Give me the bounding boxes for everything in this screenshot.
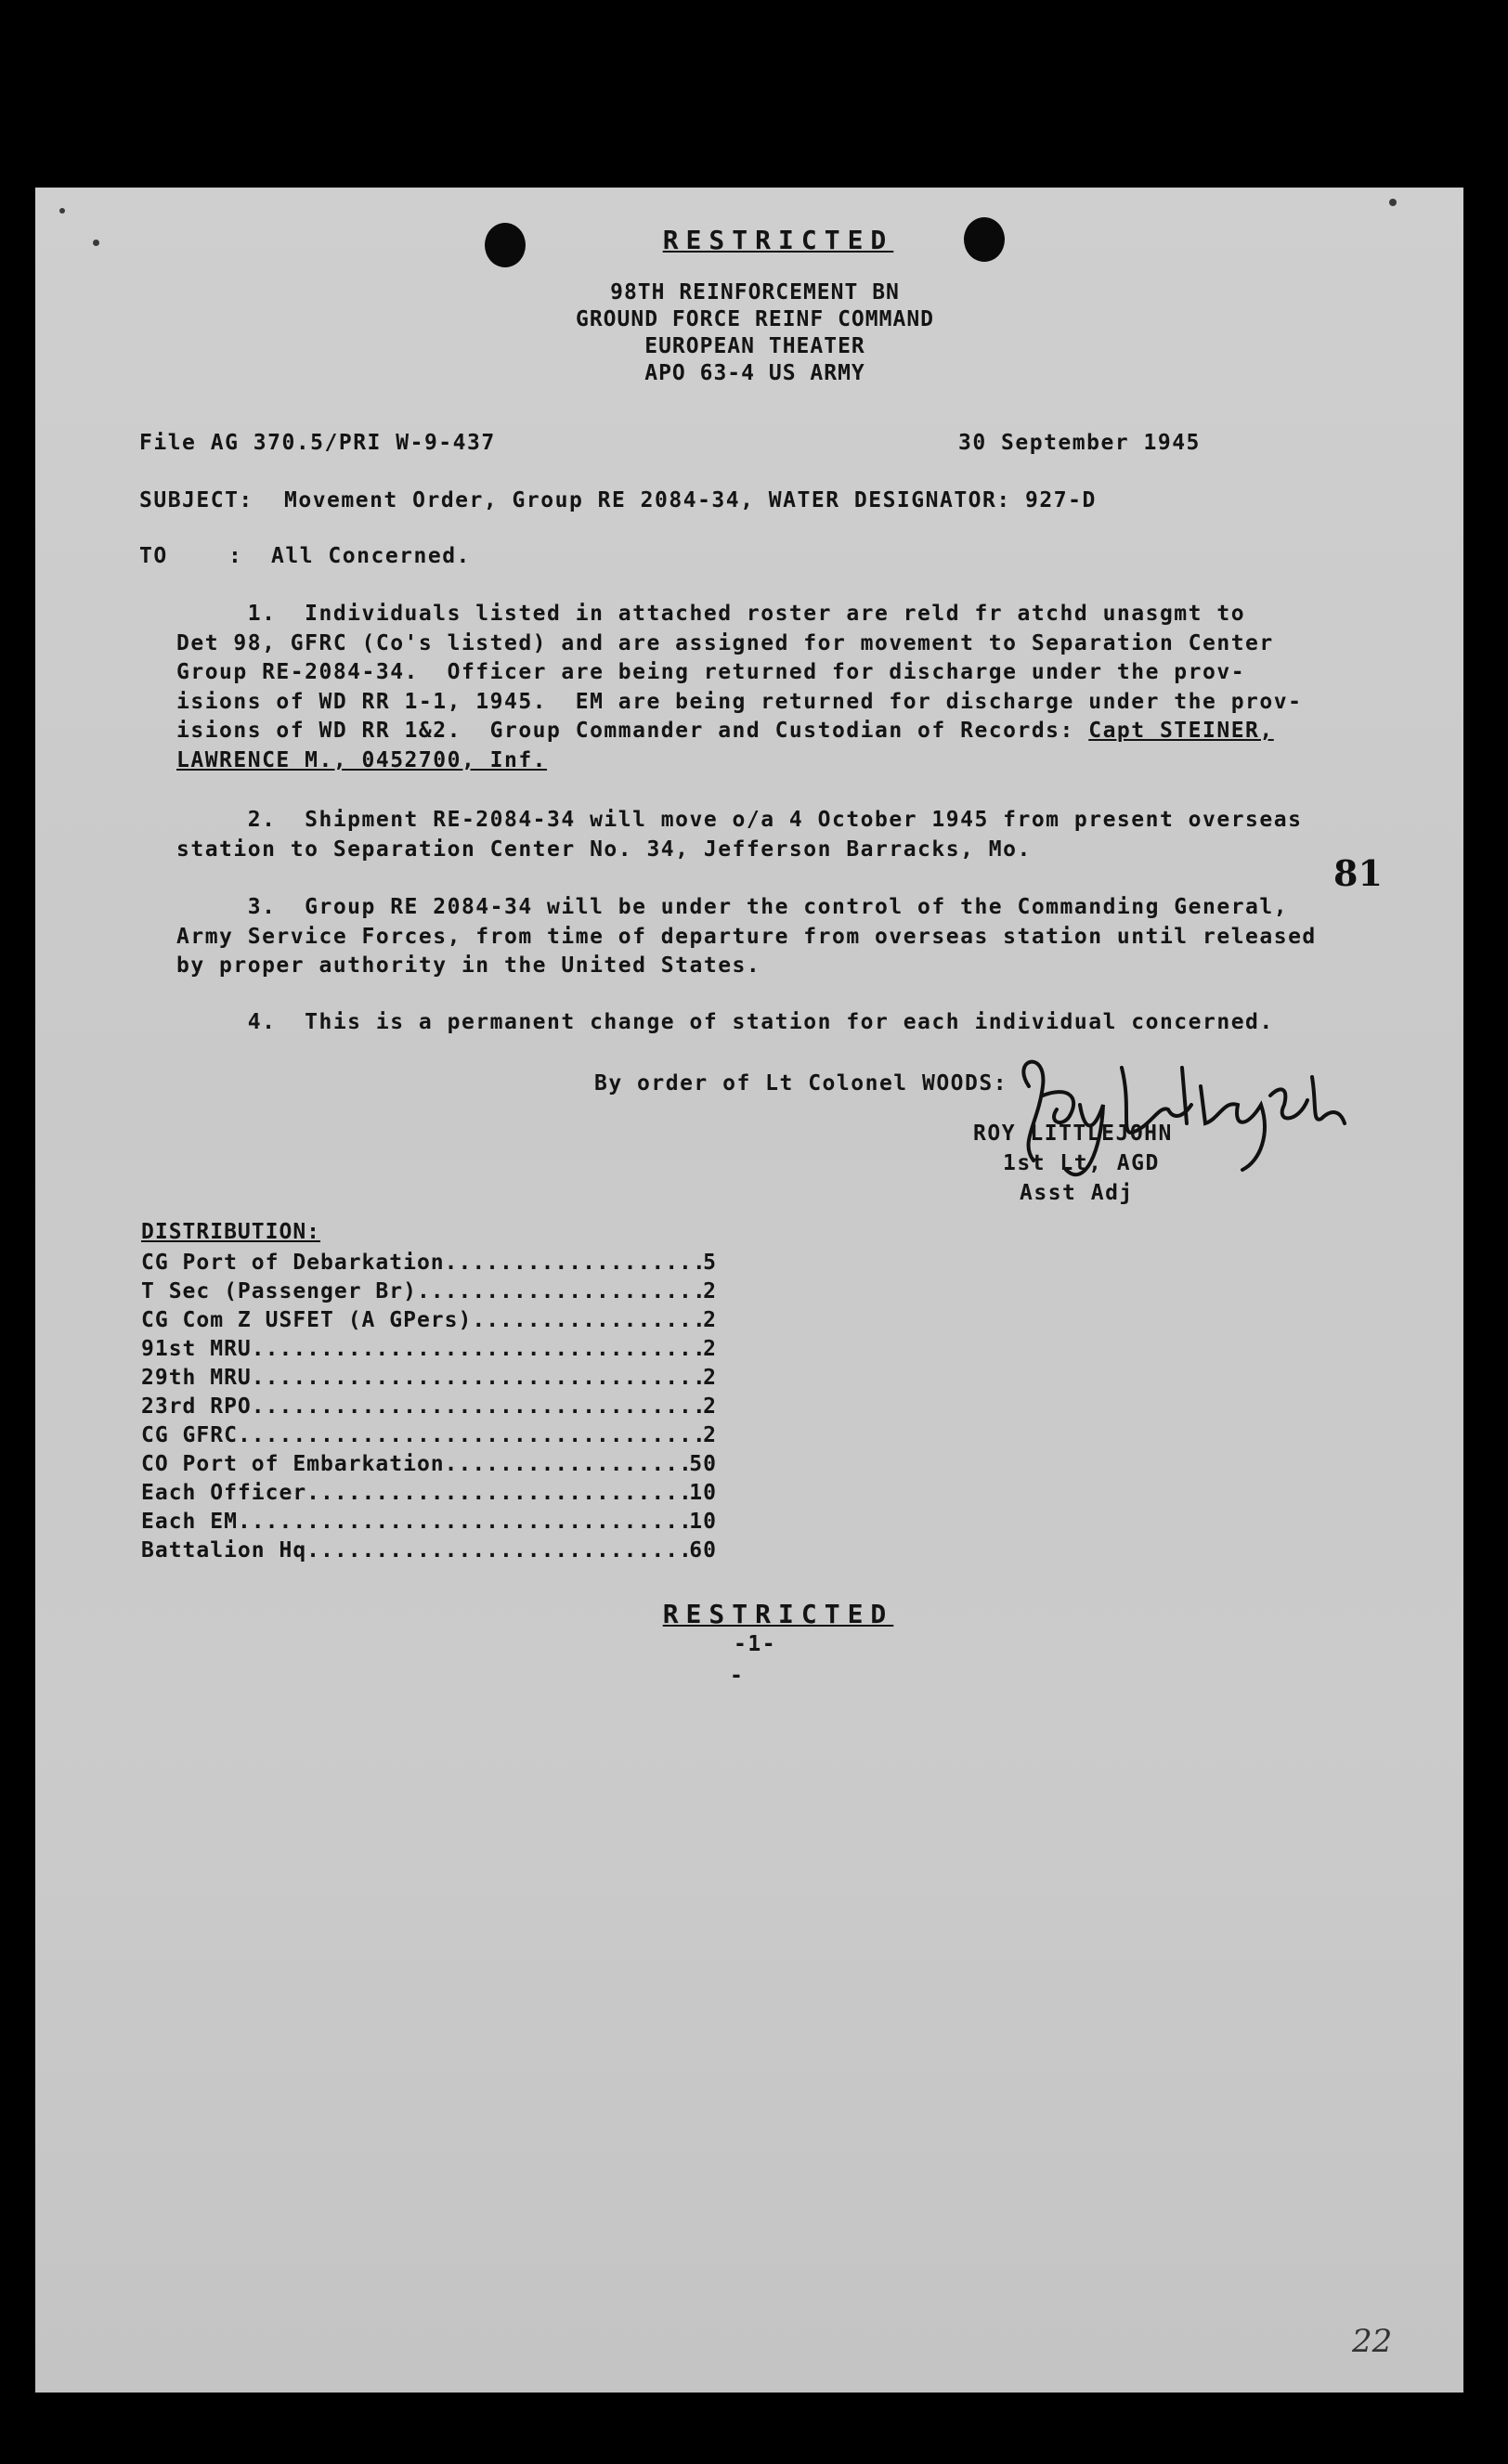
paragraph-line: 1. Individuals listed in attached roster are reld fr atchd unasgmt to: [176, 602, 1246, 626]
paragraph-line: 3. Group RE 2084-34 will be under the control of the Commanding General,: [176, 895, 1289, 919]
order-line: By order of Lt Colonel WOODS:: [594, 1071, 1008, 1096]
paragraph-line: by proper authority in the United States.: [176, 953, 761, 978]
distribution-quantity: 50: [689, 1452, 717, 1476]
paragraph-1: [176, 600, 1302, 775]
restricted-marking-bottom: RESTRICTED: [662, 1599, 894, 1629]
distribution-recipient: 23rd RPO: [141, 1394, 252, 1419]
subject-label: SUBJECT:: [139, 488, 254, 512]
leader-dots: [306, 1481, 689, 1510]
paper-speck: [59, 208, 65, 214]
leader-dots: [445, 1251, 704, 1279]
distribution-row: [141, 1308, 717, 1337]
punch-hole-left: [485, 223, 526, 267]
paragraph-line: Army Service Forces, from time of departure from overseas station until released: [176, 924, 1317, 949]
margin-page-number: 81: [1333, 852, 1383, 894]
distribution-recipient: CG Port of Debarkation: [141, 1251, 445, 1275]
to-text: : All Concerned.: [228, 544, 471, 568]
paragraph-2: [176, 806, 1302, 864]
custodian-name-continued: LAWRENCE M., 0452700, Inf.: [176, 747, 548, 772]
leader-dots: [252, 1394, 703, 1423]
footer-dash: -: [730, 1664, 745, 1688]
distribution-quantity: 2: [703, 1337, 717, 1361]
distribution-row: [141, 1481, 717, 1510]
distribution-recipient: T Sec (Passenger Br): [141, 1279, 417, 1303]
distribution-row: [141, 1510, 717, 1538]
distribution-recipient: CG GFRC: [141, 1423, 238, 1447]
leader-dots: [238, 1510, 689, 1538]
distribution-row: [141, 1538, 717, 1567]
distribution-quantity: 2: [703, 1394, 717, 1419]
leader-dots: [306, 1538, 689, 1567]
custodian-name: Capt STEINER,: [1088, 719, 1274, 743]
paper-speck: [1389, 199, 1397, 206]
unit-line-3: EUROPEAN THEATER: [644, 334, 865, 358]
paragraph-line: 2. Shipment RE-2084-34 will move o/a 4 October 1945 from present overseas: [176, 808, 1303, 832]
punch-hole-right: [964, 217, 1005, 262]
leader-dots: [252, 1366, 703, 1394]
signer-name: ROY LITTLEJOHN: [973, 1122, 1173, 1146]
distribution-recipient: Each Officer: [141, 1481, 307, 1505]
distribution-recipient: CG Com Z USFET (A GPers): [141, 1308, 473, 1332]
paragraph-line: Det 98, GFRC (Co's listed) and are assigned for movement to Separation Center: [176, 630, 1274, 655]
leader-dots: [472, 1308, 703, 1337]
distribution-recipient: Battalion Hq: [141, 1538, 307, 1563]
distribution-quantity: 10: [689, 1510, 717, 1534]
leader-dots: [238, 1423, 703, 1452]
page-number: -1-: [734, 1632, 777, 1656]
paper-speck: [93, 240, 99, 246]
leader-dots: [417, 1279, 703, 1308]
distribution-list: [141, 1220, 717, 1567]
distribution-recipient: 29th MRU: [141, 1366, 252, 1390]
distribution-quantity: 10: [689, 1481, 717, 1505]
signer-rank: 1st Lt, AGD: [1003, 1151, 1160, 1175]
subject-text: Movement Order, Group RE 2084-34, WATER DESIGNATOR: 927-D: [284, 488, 1097, 512]
distribution-recipient: Each EM: [141, 1510, 238, 1534]
corner-pencil-number: 22: [1352, 2323, 1393, 2360]
restricted-marking-top: RESTRICTED: [662, 225, 894, 255]
leader-dots: [445, 1452, 690, 1481]
paragraph-line: station to Separation Center No. 34, Jefferson Barracks, Mo.: [176, 836, 1032, 862]
distribution-quantity: 2: [703, 1366, 717, 1390]
distribution-quantity: 5: [703, 1251, 717, 1275]
paragraph-line: isions of WD RR 1&2. Group Commander and Custodian of Records:: [176, 719, 1089, 743]
unit-line-2: GROUND FORCE REINF COMMAND: [575, 307, 935, 331]
unit-line-4: APO 63-4 US ARMY: [644, 361, 865, 385]
distribution-row: [141, 1394, 717, 1423]
distribution-quantity: 2: [703, 1279, 717, 1303]
document-page: [35, 188, 1463, 2393]
to-label: TO: [139, 544, 168, 568]
distribution-recipient: CO Port of Embarkation: [141, 1452, 445, 1476]
distribution-recipient: 91st MRU: [141, 1337, 252, 1361]
distribution-quantity: 2: [703, 1423, 717, 1447]
distribution-row: [141, 1279, 717, 1308]
distribution-row: [141, 1423, 717, 1452]
distribution-row: [141, 1251, 717, 1279]
paragraph-line: isions of WD RR 1-1, 1945. EM are being returned for discharge under the prov-: [176, 689, 1303, 714]
document-date: 30 September 1945: [958, 431, 1201, 455]
paragraph-3: [176, 893, 1317, 981]
file-reference: File AG 370.5/PRI W-9-437: [139, 431, 496, 455]
distribution-row: [141, 1366, 717, 1394]
distribution-quantity: 60: [689, 1538, 717, 1563]
unit-line-1: 98TH REINFORCEMENT BN: [610, 280, 900, 305]
distribution-heading: DISTRIBUTION:: [141, 1220, 321, 1244]
leader-dots: [252, 1337, 703, 1366]
paragraph-line: 4. This is a permanent change of station for each individual concerned.: [176, 1010, 1274, 1034]
distribution-row: [141, 1452, 717, 1481]
distribution-row: [141, 1337, 717, 1366]
paragraph-line: Group RE-2084-34. Officer are being returned for discharge under the prov-: [176, 660, 1246, 684]
signer-title: Asst Adj: [1020, 1181, 1134, 1205]
distribution-quantity: 2: [703, 1308, 717, 1332]
